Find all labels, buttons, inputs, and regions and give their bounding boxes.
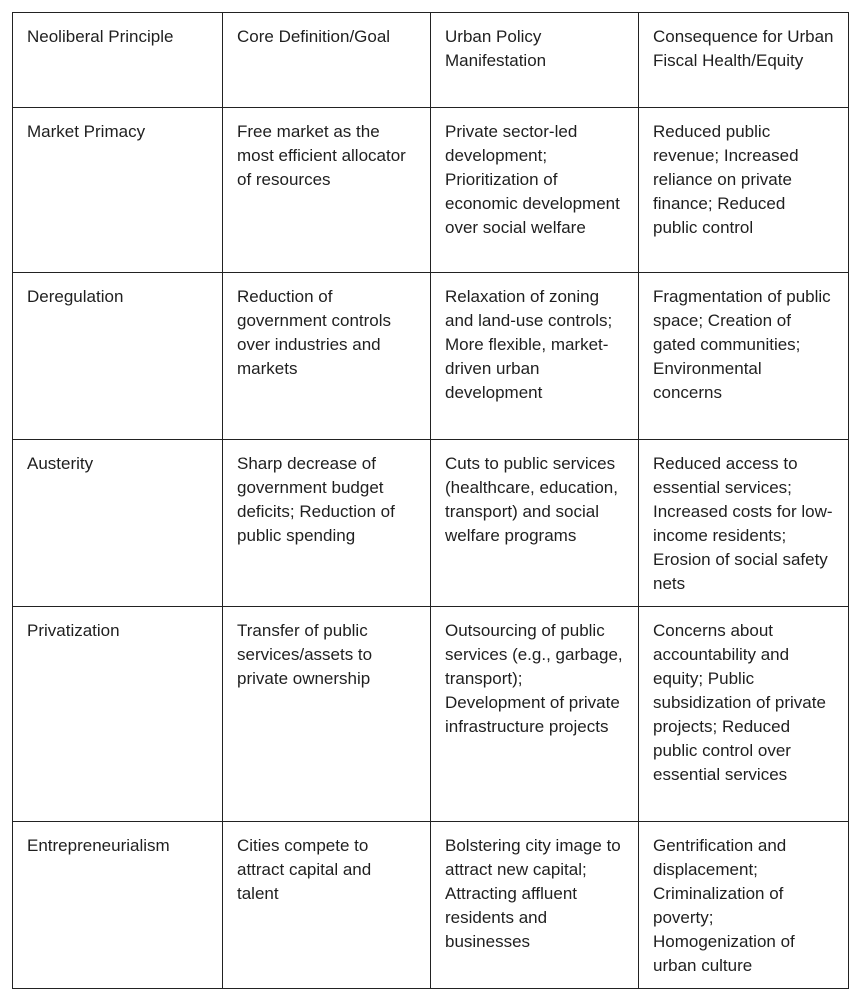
header-core-definition-goal: Core Definition/Goal (223, 13, 431, 108)
cell-definition: Transfer of public services/assets to private ownership (223, 607, 431, 822)
table-row-austerity (13, 440, 849, 607)
cell-definition: Free market as the most efficient allocator of resources (223, 108, 431, 273)
table-row-deregulation (13, 273, 849, 440)
cell-principle: Deregulation (13, 273, 223, 440)
neoliberalism-table-container (12, 12, 848, 989)
header-neoliberal-principle: Neoliberal Principle (13, 13, 223, 108)
cell-definition: Reduction of government controls over industries and markets (223, 273, 431, 440)
cell-consequence: Concerns about accountability and equity; Public subsidization of private projects; Reduced public control over essential services (639, 607, 849, 822)
header-urban-policy-manifestation: Urban Policy Manifestation (431, 13, 639, 108)
cell-principle: Market Primacy (13, 108, 223, 273)
cell-consequence: Gentrification and displacement; Criminalization of poverty; Homogenization of urban culture (639, 822, 849, 989)
cell-consequence: Reduced access to essential services; Increased costs for low-income residents; Erosion of social safety nets (639, 440, 849, 607)
cell-manifestation: Outsourcing of public services (e.g., garbage, transport); Development of private infrastructure projects (431, 607, 639, 822)
cell-consequence: Fragmentation of public space; Creation of gated communities; Environmental concerns (639, 273, 849, 440)
cell-principle: Austerity (13, 440, 223, 607)
cell-principle: Entrepreneurialism (13, 822, 223, 989)
table-row-market-primacy (13, 108, 849, 273)
cell-principle: Privatization (13, 607, 223, 822)
neoliberalism-table (12, 12, 849, 989)
cell-consequence: Reduced public revenue; Increased reliance on private finance; Reduced public control (639, 108, 849, 273)
cell-manifestation: Relaxation of zoning and land-use controls; More flexible, market-driven urban development (431, 273, 639, 440)
table-row-privatization (13, 607, 849, 822)
cell-manifestation: Cuts to public services (healthcare, education, transport) and social welfare programs (431, 440, 639, 607)
cell-definition: Cities compete to attract capital and talent (223, 822, 431, 989)
table-header-row (13, 13, 849, 108)
cell-definition: Sharp decrease of government budget deficits; Reduction of public spending (223, 440, 431, 607)
header-consequence: Consequence for Urban Fiscal Health/Equity (639, 13, 849, 108)
table-row-entrepreneurialism (13, 822, 849, 989)
cell-manifestation: Bolstering city image to attract new capital; Attracting affluent residents and businesses (431, 822, 639, 989)
cell-manifestation: Private sector-led development; Prioritization of economic development over social welfare (431, 108, 639, 273)
